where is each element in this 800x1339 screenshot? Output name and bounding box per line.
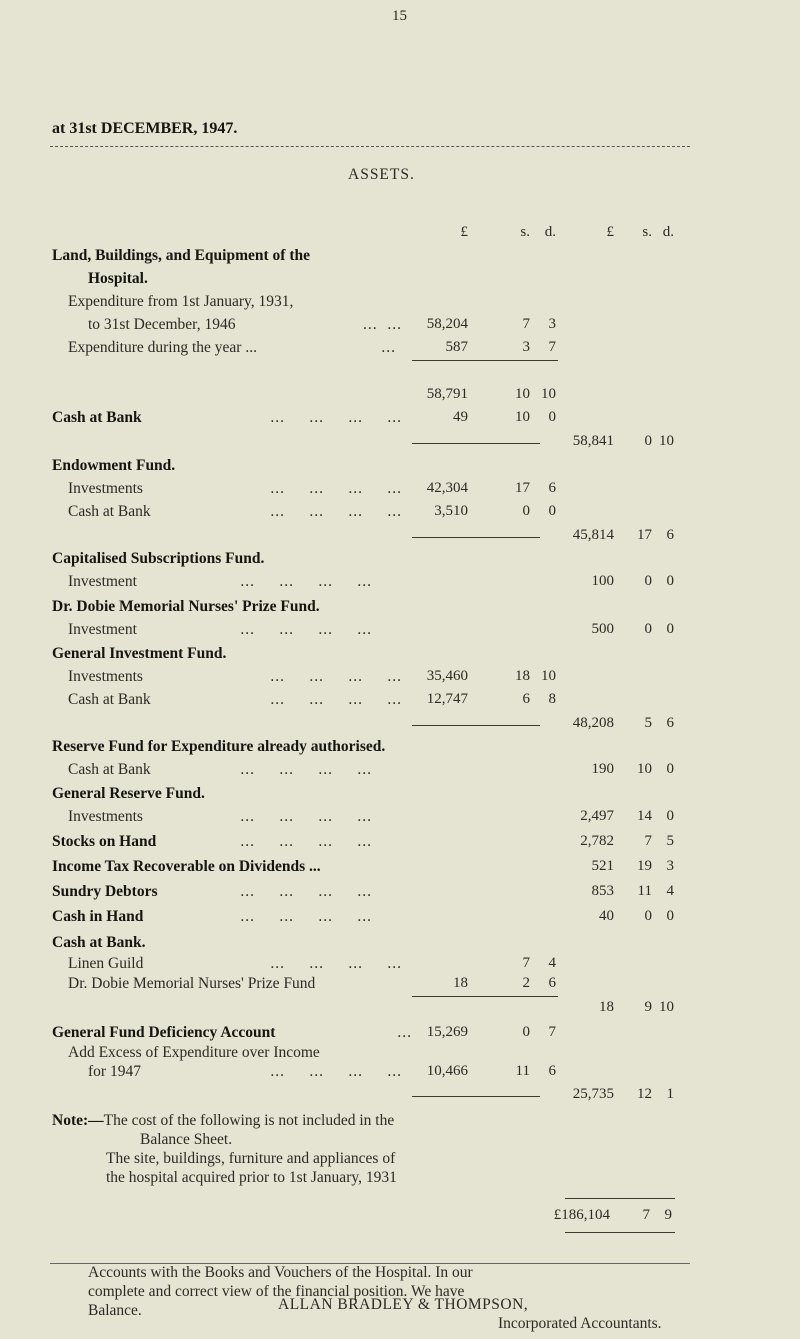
- col1-shillings: 18: [515, 668, 530, 684]
- row-label: Investment: [68, 573, 137, 590]
- leader-dots: ... ... ... ...: [270, 480, 402, 497]
- subtotal-rule: [412, 443, 540, 444]
- col2-shillings: 0: [644, 621, 652, 637]
- col2-shillings: 9: [644, 999, 652, 1015]
- row-label: Cash at Bank: [68, 761, 151, 778]
- col1-shillings: 3: [522, 339, 530, 355]
- row-label: Expenditure from 1st January, 1931,: [68, 293, 294, 310]
- col1-shillings: 2: [522, 975, 530, 991]
- col2-pence: 5: [666, 833, 674, 849]
- col2-shillings: 0: [644, 433, 652, 449]
- col1-pence: 10: [541, 668, 556, 684]
- divider: [50, 146, 690, 147]
- col1-pence: 6: [548, 975, 556, 991]
- statement-line: Balance.: [88, 1302, 142, 1319]
- col2-pence: 0: [666, 621, 674, 637]
- row-label: Sundry Debtors: [52, 883, 158, 900]
- col2-pence: 10: [659, 433, 674, 449]
- col2-shillings: 11: [637, 883, 652, 899]
- row-label: Investment: [68, 621, 137, 638]
- row-label: Stocks on Hand: [52, 833, 157, 850]
- row-label: Income Tax Recoverable on Dividends ...: [52, 858, 321, 875]
- row-label: General Reserve Fund.: [52, 785, 205, 802]
- statement-line: Accounts with the Books and Vouchers of the Hospital. In our: [88, 1264, 473, 1281]
- row-label: Cash at Bank: [68, 503, 151, 520]
- row-label: Dr. Dobie Memorial Nurses' Prize Fund.: [52, 598, 320, 615]
- leader-dots: ... ... ... ...: [240, 761, 372, 778]
- col2-pounds: 2,497: [580, 808, 614, 824]
- total-pounds: £186,104: [553, 1207, 610, 1223]
- row-label: General Investment Fund.: [52, 645, 227, 662]
- col2-shillings: 19: [637, 858, 652, 874]
- col2-pence: 0: [666, 908, 674, 924]
- section-title: ASSETS.: [348, 166, 415, 183]
- page-number: 15: [392, 8, 407, 24]
- leader-dots: ... ...: [363, 316, 402, 333]
- leader-dots: ... ... ... ...: [240, 621, 372, 638]
- row-label: Hospital.: [88, 270, 148, 287]
- row-label: General Fund Deficiency Account: [52, 1024, 276, 1041]
- row-label: Investments: [68, 480, 143, 497]
- col2-pence: 6: [666, 527, 674, 543]
- col1-shillings: 7: [522, 955, 530, 971]
- col2-header-shillings: s.: [642, 224, 652, 240]
- col2-pounds: 190: [591, 761, 614, 777]
- col1-pounds: 42,304: [426, 480, 468, 496]
- total-rule: [565, 1198, 675, 1199]
- col2-pence: 4: [666, 883, 674, 899]
- col1-header-pence: d.: [544, 224, 556, 240]
- note-line: The cost of the following is not included in the: [103, 1112, 395, 1129]
- subtotal-rule: [412, 725, 540, 726]
- col1-shillings: 10: [515, 409, 530, 425]
- col2-shillings: 5: [644, 715, 652, 731]
- col2-pounds: 2,782: [580, 833, 614, 849]
- leader-dots: ...: [381, 339, 396, 356]
- col2-pounds: 48,208: [572, 715, 614, 731]
- leader-dots: ... ... ... ...: [270, 668, 402, 685]
- total-shillings: 7: [642, 1207, 650, 1223]
- note-line: The site, buildings, furniture and appliances of: [106, 1150, 396, 1167]
- col2-pence: 0: [666, 761, 674, 777]
- note-line: the hospital acquired prior to 1st January, 1931: [106, 1169, 397, 1186]
- leader-dots: ... ... ... ...: [270, 955, 402, 972]
- col2-pounds: 853: [591, 883, 614, 899]
- col1-pounds: 58,791: [426, 386, 468, 402]
- row-label: Dr. Dobie Memorial Nurses' Prize Fund: [68, 975, 316, 992]
- leader-dots: ... ... ... ...: [270, 503, 402, 520]
- leader-dots: ... ... ... ...: [240, 833, 372, 850]
- col2-header-pence: d.: [662, 224, 674, 240]
- col1-pounds: 12,747: [426, 691, 468, 707]
- note-line: Balance Sheet.: [140, 1131, 233, 1148]
- row-label: Cash in Hand: [52, 908, 144, 925]
- col1-pounds: 15,269: [426, 1024, 468, 1040]
- col1-pence: 4: [548, 955, 556, 971]
- leader-dots: ... ... ... ...: [240, 808, 372, 825]
- col2-pounds: 25,735: [572, 1086, 614, 1102]
- col1-pence: 6: [548, 1063, 556, 1079]
- col1-pounds: 587: [445, 339, 468, 355]
- page-heading: at 31st DECEMBER, 1947.: [52, 120, 238, 137]
- leader-dots: ... ... ... ...: [270, 1063, 402, 1080]
- total-pence: 9: [664, 1207, 672, 1223]
- col1-shillings: 11: [515, 1063, 530, 1079]
- leader-dots: ... ... ... ...: [240, 883, 372, 900]
- col1-pence: 10: [541, 386, 556, 402]
- col2-pence: 0: [666, 573, 674, 589]
- col1-pounds: 49: [453, 409, 468, 425]
- col2-pence: 10: [659, 999, 674, 1015]
- row-label: for 1947: [88, 1063, 141, 1080]
- row-label: Reserve Fund for Expenditure already authorised.: [52, 738, 386, 755]
- subtotal-rule: [412, 360, 558, 361]
- col2-pounds: 45,814: [572, 527, 614, 543]
- row-label: Add Excess of Expenditure over Income: [68, 1044, 320, 1061]
- col1-shillings: 0: [522, 503, 530, 519]
- col1-pence: 7: [548, 1024, 556, 1040]
- row-label: Investments: [68, 808, 143, 825]
- col2-shillings: 10: [637, 761, 652, 777]
- leader-dots: ... ... ... ...: [270, 409, 402, 426]
- col1-shillings: 6: [522, 691, 530, 707]
- subtotal-rule: [412, 1096, 540, 1097]
- row-label: Cash at Bank: [68, 691, 151, 708]
- leader-dots: ... ... ... ...: [240, 908, 372, 925]
- col1-shillings: 17: [515, 480, 530, 496]
- subtotal-rule: [412, 537, 540, 538]
- auditor-name: ALLAN BRADLEY & THOMPSON,: [278, 1296, 529, 1313]
- row-label: Expenditure during the year ...: [68, 339, 257, 356]
- col1-header-shillings: s.: [520, 224, 530, 240]
- leader-dots: ... ... ... ...: [240, 573, 372, 590]
- col2-pounds: 40: [599, 908, 614, 924]
- col2-pence: 6: [666, 715, 674, 731]
- col1-pence: 0: [548, 409, 556, 425]
- col1-pounds: 18: [453, 975, 468, 991]
- col1-pounds: 58,204: [426, 316, 468, 332]
- col1-pence: 8: [548, 691, 556, 707]
- row-label: Land, Buildings, and Equipment of the: [52, 247, 310, 264]
- col1-shillings: 7: [522, 316, 530, 332]
- col1-pounds: 3,510: [434, 503, 468, 519]
- col2-shillings: 12: [637, 1086, 652, 1102]
- col1-pence: 3: [548, 316, 556, 332]
- col2-pounds: 18: [599, 999, 614, 1015]
- col2-pounds: 58,841: [572, 433, 614, 449]
- col1-pence: 6: [548, 480, 556, 496]
- col2-shillings: 14: [637, 808, 652, 824]
- total-double-rule: [565, 1232, 675, 1233]
- row-label: Cash at Bank: [52, 409, 142, 426]
- col1-header-pounds: £: [460, 224, 468, 240]
- col2-pounds: 500: [591, 621, 614, 637]
- col2-header-pounds: £: [606, 224, 614, 240]
- row-label: Capitalised Subscriptions Fund.: [52, 550, 265, 567]
- col2-pence: 3: [666, 858, 674, 874]
- col2-pounds: 521: [591, 858, 614, 874]
- col1-pence: 0: [548, 503, 556, 519]
- col2-shillings: 0: [644, 908, 652, 924]
- row-label: Endowment Fund.: [52, 457, 176, 474]
- row-label: Linen Guild: [68, 955, 144, 972]
- leader-dots: ...: [397, 1024, 412, 1041]
- col2-shillings: 17: [637, 527, 652, 543]
- statement-line: complete and correct view of the financial position. We have: [88, 1283, 465, 1300]
- col2-pence: 1: [666, 1086, 674, 1102]
- col1-pounds: 10,466: [426, 1063, 468, 1079]
- col2-pounds: 100: [591, 573, 614, 589]
- col1-pence: 7: [548, 339, 556, 355]
- col1-shillings: 0: [522, 1024, 530, 1040]
- col2-shillings: 7: [644, 833, 652, 849]
- note-lead: Note:—: [52, 1112, 104, 1129]
- auditor-title: Incorporated Accountants.: [498, 1315, 662, 1332]
- col2-pence: 0: [666, 808, 674, 824]
- col1-shillings: 10: [515, 386, 530, 402]
- leader-dots: ... ... ... ...: [270, 691, 402, 708]
- subtotal-rule: [412, 996, 558, 997]
- col2-shillings: 0: [644, 573, 652, 589]
- row-label: to 31st December, 1946: [88, 316, 236, 333]
- row-label: Cash at Bank.: [52, 934, 146, 951]
- row-label: Investments: [68, 668, 143, 685]
- col1-pounds: 35,460: [426, 668, 468, 684]
